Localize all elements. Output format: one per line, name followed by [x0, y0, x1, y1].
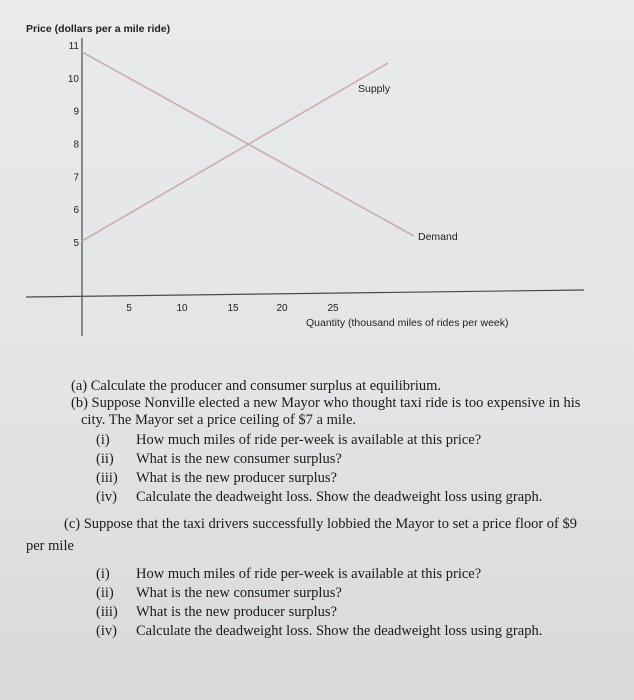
question-c-item [96, 585, 342, 602]
y-tick-label: 11 [68, 41, 79, 52]
item-text: What is the new producer surplus? [136, 604, 337, 620]
x-tick-label: 20 [276, 303, 288, 314]
supply-curve [82, 63, 388, 241]
question-b-line1: (b) Suppose Nonville elected a new Mayor who thought taxi ride is too expensive in his [71, 395, 581, 411]
item-text: Calculate the deadweight loss. Show the deadweight loss using graph. [136, 489, 543, 505]
question-b-item [96, 489, 542, 506]
item-text: How much miles of ride per-week is available at this price? [136, 432, 482, 448]
demand-curve [82, 52, 414, 236]
item-number: (iii) [96, 470, 118, 486]
question-a: (a) Calculate the producer and consumer surplus at equilibrium. [71, 378, 442, 394]
supply-series-label: Supply [358, 83, 391, 95]
y-tick-label: 9 [73, 106, 79, 118]
item-number: (iii) [96, 604, 118, 620]
y-tick-label: 8 [73, 139, 79, 151]
x-axis-label: Quantity (thousand miles of rides per week) [306, 317, 509, 329]
x-tick-label: 25 [327, 303, 339, 314]
question-b-item [96, 470, 337, 487]
y-tick-label: 10 [67, 73, 79, 85]
y-tick-label: 5 [73, 238, 79, 249]
question-c-item [96, 566, 481, 583]
item-text: What is the new producer surplus? [136, 470, 337, 486]
item-number: (i) [96, 432, 110, 448]
x-axis [26, 290, 584, 297]
item-text: What is the new consumer surplus? [136, 451, 342, 467]
item-number: (ii) [96, 451, 114, 467]
item-text: Calculate the deadweight loss. Show the deadweight loss using graph. [136, 623, 543, 639]
x-tick-label: 10 [176, 303, 188, 314]
y-tick-label: 7 [73, 172, 79, 184]
question-b-item [96, 432, 481, 449]
item-number: (iv) [96, 489, 117, 505]
item-text: What is the new consumer surplus? [136, 585, 342, 601]
y-tick-label: 6 [73, 205, 79, 217]
question-b-line2: city. The Mayor set a price ceiling of $7 a mile. [81, 412, 357, 428]
question-c-item [96, 604, 337, 621]
x-tick-label: 15 [227, 303, 239, 314]
item-number: (iv) [96, 623, 117, 639]
question-b-item [96, 451, 342, 468]
item-text: How much miles of ride per-week is available at this price? [136, 566, 482, 582]
y-axis-label: Price (dollars per a mile ride) [26, 23, 171, 35]
demand-series-label: Demand [418, 231, 458, 243]
question-c-item [96, 623, 542, 640]
x-tick-label: 5 [126, 303, 132, 314]
question-c-line1: (c) Suppose that the taxi drivers successfully lobbied the Mayor to set a price floor of $9 [64, 516, 578, 532]
item-number: (i) [96, 566, 110, 582]
item-number: (ii) [96, 585, 114, 601]
question-c-line2: per mile [26, 538, 74, 554]
